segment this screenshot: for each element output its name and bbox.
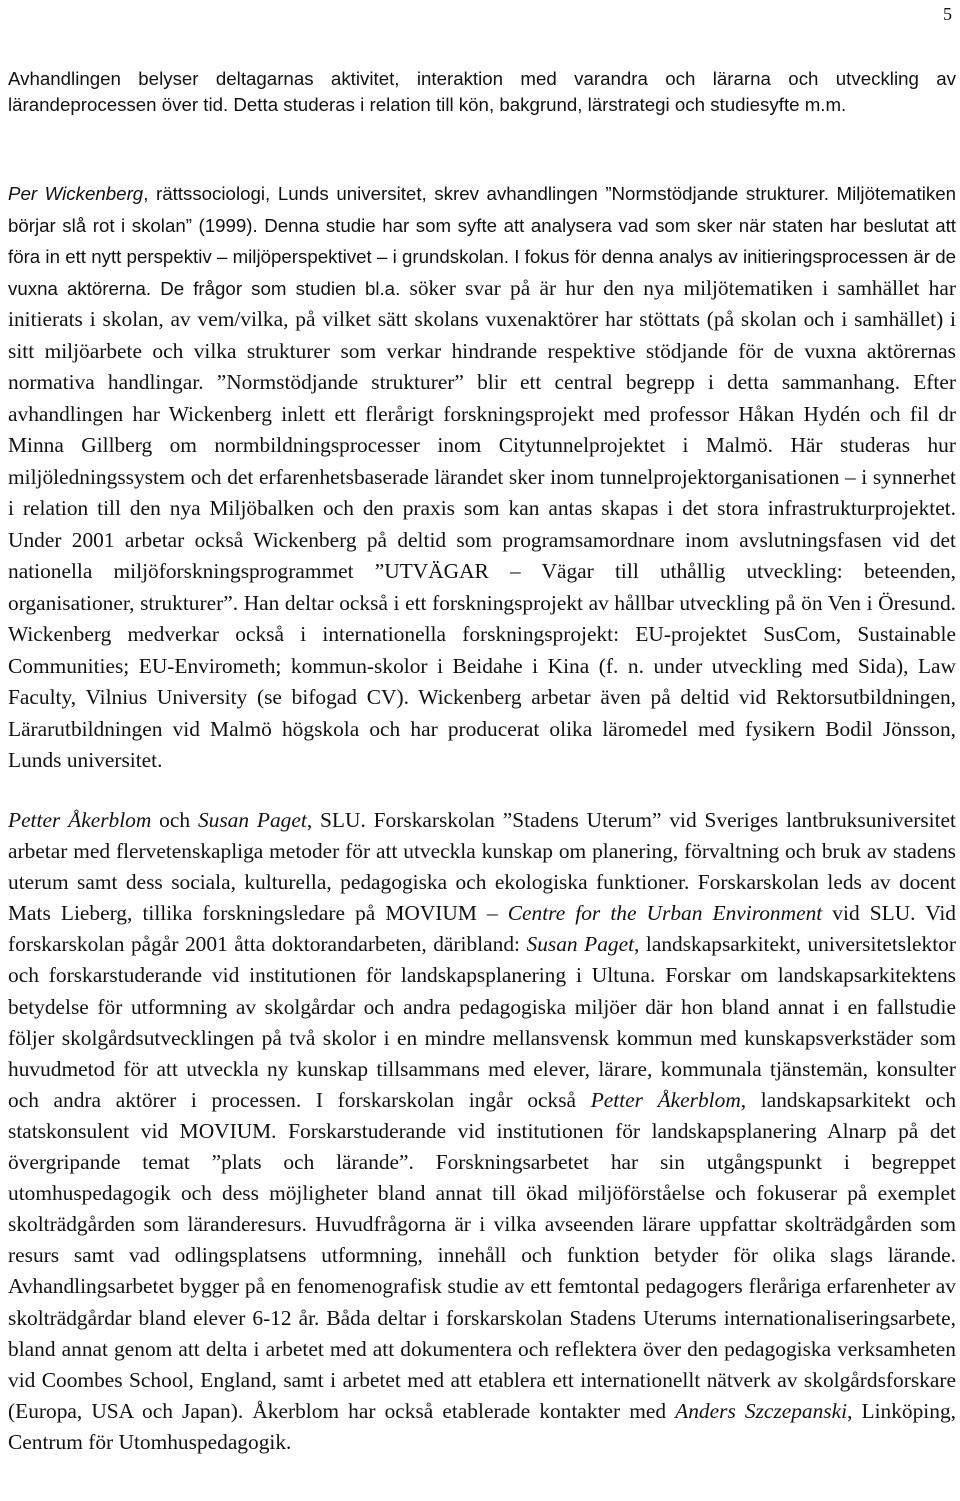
- author-name-paget: Susan Paget: [526, 932, 635, 957]
- text-segment: vid SLU. Vid forskarskolan pågår 2001 åtta doktorandarbeten, däribland:: [8, 901, 957, 957]
- paragraph-wickenberg: [8, 178, 956, 777]
- text-segment: , Linköping, Centrum för Utomhuspedagogik.: [8, 1398, 956, 1454]
- paragraph-thesis-participants: Avhandlingen belyser deltagarnas aktivitet, interaktion med varandra och lärarna och utveckling av lärandeprocessen över tid. Detta studeras i relation till kön, bakgrund, lärstrategi och studiesyfte m.m.: [8, 68, 956, 115]
- text-segment: och: [151, 808, 198, 832]
- paragraph-wickenberg-serif-text: söker svar på är hur den nya miljötematiken i samhället har initierats i skolan, av vem/vilka, på vilket sätt skolans vuxenaktörer har stöttats (på skolan och i samhället) i sitt miljöarbete och vilka strukturer som verkar hindrande respektive stödjande för de vuxna aktörernas normativa handlingar. ”Normstödjande strukturer” blir ett central begrepp i detta sammanhang. Efter avhandlingen har Wickenberg inlett ett flerårigt forskningsprojekt med professor Håkan Hydén och fil dr Minna Gillberg om normbildningsprocesser inom Citytunnelprojektet i Malmö. Här studeras hur miljöledningssystem och det erfarenhetsbaserade lärandet sker inom tunnelprojektorganisationen – i synnerhet i relation till den nya Miljöbalken och den praxis som kan antas skapas i det stora infrastrukturprojektet. Under 2001 arbetar också Wickenberg på deltid som programsamordnare inom avslutningsfasen vid det nationella miljöforskningsprogrammet ”UTVÄGAR – Vägar till uthållig utveckling: beteenden, organisationer, strukturer”. Han deltar också i ett forskningsprojekt av hållbar utveckling på ön Ven i Öresund. Wickenberg medverkar också i internationella forskningsprojekt: EU-projektet SusCom, Sustainable Communities; EU-Envirometh; kommun-skolor i Beidahe i Kina (f. n. under utveckling med Sida), Law Faculty, Vilnius University (se bifogad CV). Wickenberg arbetar även på deltid vid Rektorsutbildningen, Lärarutbildningen vid Malmö högskola och har producerat olika läromedel med fysikern Bodil Jönsson, Lunds universitet.: [8, 275, 956, 772]
- paragraph-wickenberg-sans-text: , rättssociologi, Lunds universitet, skrev avhandlingen ”Normstödjande strukturer. Miljötematiken börjar slå rot i skolan” (1999). Denna studie har som syfte att analysera vad som sker när staten har beslutat att föra in ett nytt perspektiv – miljöperspektivet – i grundskolan. I fokus för denna analys av initieringsprocessen är de vuxna aktörerna. De frågor som studien bl.a.: [8, 183, 956, 299]
- paragraph-akerblom-paget: [8, 805, 956, 1458]
- author-name-szczepanski: Anders Szczepanski: [675, 1398, 848, 1423]
- author-name-paget: Susan Paget: [197, 808, 307, 832]
- author-name-akerblom: Petter Åkerblom: [8, 808, 152, 832]
- page-number: 5: [943, 4, 952, 24]
- author-name-wickenberg: Per Wickenberg: [8, 183, 144, 204]
- text-segment: , landskapsarkitekt och statskonsulent vid MOVIUM. Forskarstuderande vid institutionen för landskapsplanering Alnarp på det övergripande temat ”plats och lärande”. Forskningsarbetet har sin utgångspunkt i begreppet utomhuspedagogik och dess möjligheter bland annat till ökad miljöförståelse och fokuserar på exemplet skolträdgården som läranderesurs. Huvudfrågorna är i vilka avseenden lärare uppfattar skolträdgården som resurs samt vad odlingsplatsens utformning, innehåll och funktion betyder för olika slags lärande. Avhandlingsarbetet bygger på en fenomenografisk studie av ett femtontal pedagogers fleråriga erfarenheter av skolträdgårdar bland elever 6-12 år. Båda deltar i forskarskolan Stadens Uterums internationaliseringsarbete, bland annat genom att delta i arbetet med att dokumentera och reflektera över den pedagogiska verksamheten vid Coombes School, England, samt i arbetet med att etablera ett internationellt nätverk av skolgårdsforskare (Europa, USA och Japan). Åkerblom har också etablerade kontakter med: [8, 1087, 957, 1423]
- text-segment: , landskapsarkitekt, universitetslektor och forskarstuderande vid institutionen för landskapsplanering i Ultuna. Forskar om landskapsarkitektens betydelse för utformning av skolgårdar och andra pedagogiska miljöer där hon bland annat i en fallstudie följer skolgårdsutvecklingen på två skolor i en mindre mellansvensk kommun med kunskapsverkstäder som huvudmetod för att utveckla ny kunskap tillsammans med elever, lärare, kommunala tjänstemän, konsulter och andra aktörer i processen. I forskarskolan ingår också: [8, 932, 956, 1112]
- author-name-akerblom: Petter Åkerblom: [590, 1087, 741, 1112]
- centre-name: Centre for the Urban Environment: [507, 901, 823, 926]
- text-segment: , SLU. Forskarskolan ”Stadens Uterum” vid Sveriges lantbruksuniversitet arbetar med flervetenskapliga metoder för att utveckla kunskap om planering, förvaltning och bruk av stadens uterum samt dess sociala, kulturella, pedagogiska och ekologiska funktioner. Forskarskolan leds av docent Mats Lieberg, tillika forskningsledare på MOVIUM –: [8, 808, 956, 926]
